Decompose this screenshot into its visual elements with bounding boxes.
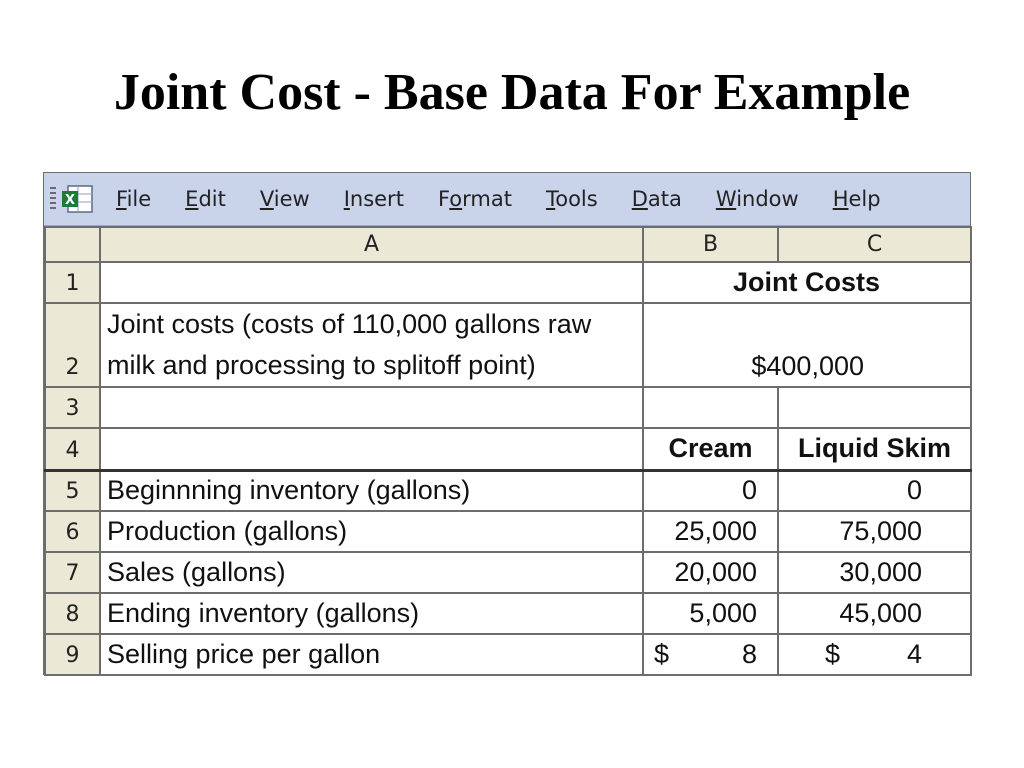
cell-c9[interactable] [778,634,971,675]
cell-b1-joint-costs-header[interactable]: Joint Costs [643,262,971,303]
row-header-4[interactable]: 4 [45,428,100,470]
cell-a5[interactable]: Beginnning inventory (gallons) [100,470,643,511]
row-header-6[interactable]: 6 [45,511,100,552]
row-header-9[interactable]: 9 [45,634,100,675]
slide-title: Joint Cost - Base Data For Example [113,64,911,121]
row-header-1[interactable]: 1 [45,262,100,303]
menu-insert[interactable]: Insert [343,187,404,211]
menu-edit[interactable]: Edit [185,187,226,211]
cell-b2-joint-costs-value[interactable]: $400,000 [643,303,971,387]
cell-b9-value: 8 [741,639,757,669]
cell-b8[interactable]: 5,000 [643,593,778,634]
cell-a8[interactable]: Ending inventory (gallons) [100,593,643,634]
column-header-b[interactable]: B [643,227,778,262]
cell-b4-cream[interactable]: Cream [643,428,778,470]
row-header-7[interactable]: 7 [45,552,100,593]
cell-a4[interactable] [100,428,643,470]
cell-b7[interactable]: 20,000 [643,552,778,593]
row-header-3[interactable]: 3 [45,387,100,428]
cell-c9-value: 4 [906,639,922,669]
cell-a2[interactable]: Joint costs (costs of 110,000 gallons raw milk and processing to splitoff point) [100,303,643,387]
svg-text:X: X [64,193,76,208]
menu-data[interactable]: Data [631,187,682,211]
cell-a3[interactable] [100,387,643,428]
menu-view[interactable]: View [259,187,310,211]
excel-app-icon[interactable] [60,183,96,215]
cell-a7[interactable]: Sales (gallons) [100,552,643,593]
cell-c7[interactable]: 30,000 [778,552,971,593]
cell-a6[interactable]: Production (gallons) [100,511,643,552]
cell-b9[interactable] [643,634,778,675]
cell-c9-currency: $ [825,639,841,669]
row-header-8[interactable]: 8 [45,593,100,634]
cell-a1[interactable] [100,262,643,303]
cell-c3[interactable] [778,387,971,428]
column-header-c[interactable]: C [778,227,971,262]
select-all-corner[interactable] [45,227,100,262]
menu-bar [44,173,970,226]
menu-window[interactable]: Window [715,187,799,211]
cell-c8[interactable]: 45,000 [778,593,971,634]
row-header-5[interactable]: 5 [45,470,100,511]
menu-help[interactable]: Help [832,187,881,211]
spreadsheet-grid [44,226,972,676]
toolbar-grip[interactable] [50,187,56,211]
menu-file[interactable]: File [116,187,152,211]
cell-c4-liquid-skim[interactable]: Liquid Skim [778,428,971,470]
excel-window [43,172,971,675]
cell-b6[interactable]: 25,000 [643,511,778,552]
cell-c6[interactable]: 75,000 [778,511,971,552]
cell-c5[interactable]: 0 [778,470,971,511]
column-header-a[interactable]: A [100,227,643,262]
row-header-2[interactable]: 2 [45,303,100,387]
cell-b5[interactable]: 0 [643,470,778,511]
menu-tools[interactable]: Tools [545,187,598,211]
cell-a9[interactable]: Selling price per gallon [100,634,643,675]
menu-format[interactable]: Format [437,187,512,211]
cell-b3[interactable] [643,387,778,428]
cell-b9-currency: $ [654,639,670,669]
